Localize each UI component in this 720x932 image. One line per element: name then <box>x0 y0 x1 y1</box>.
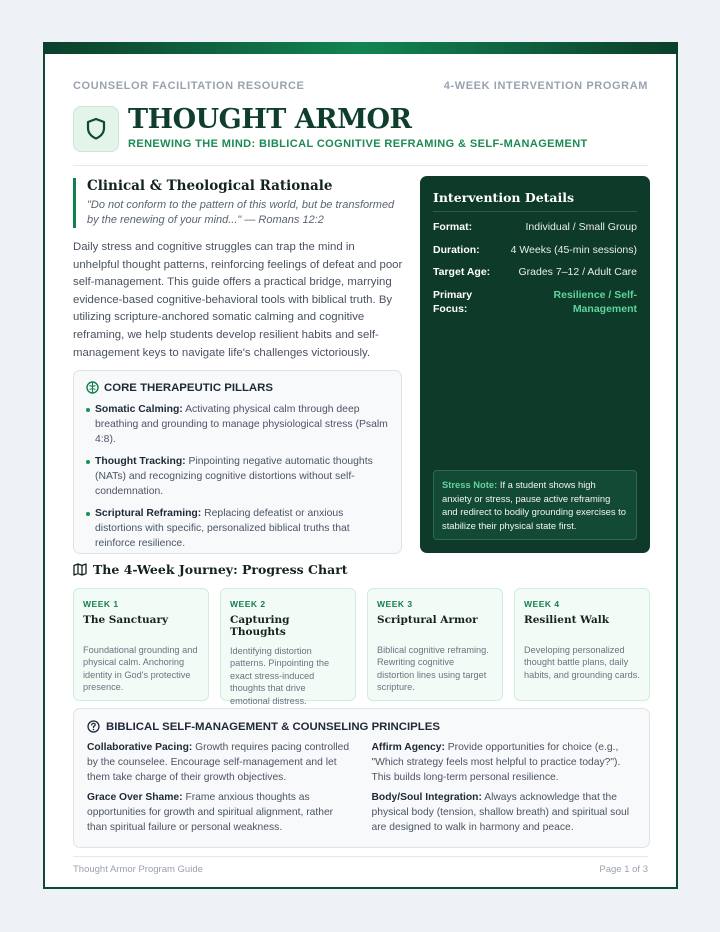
week-title: Scriptural Armor <box>377 614 478 626</box>
page-title: THOUGHT ARMOR <box>128 104 412 135</box>
pillars-card <box>73 370 402 554</box>
logo <box>73 106 119 152</box>
brain-icon <box>86 381 99 394</box>
pillar-text: Activating physical calm through deep breathing and grounding to manage physiological stress (Psalm 4:8). <box>95 404 388 445</box>
detail-row-age <box>433 265 637 279</box>
pillar-item <box>86 506 389 551</box>
pillars-header <box>86 381 389 394</box>
program-label: 4-WEEK INTERVENTION PROGRAM <box>443 80 648 92</box>
page-subtitle: RENEWING THE MIND: BIBLICAL COGNITIVE REFRAMING & SELF-MANAGEMENT <box>128 138 588 150</box>
journey-heading: The 4-Week Journey: Progress Chart <box>93 562 348 577</box>
week-card-3 <box>367 588 503 701</box>
journey-header <box>73 562 348 577</box>
principle-text: Provide opportunities for choice (e.g., "Which strategy feels most helpful to practice today?"). This builds long-term personal resilience. <box>371 742 621 783</box>
stress-label: Stress Note: <box>442 479 498 491</box>
detail-row-format <box>433 220 637 234</box>
document-page <box>43 42 678 889</box>
divider <box>73 165 648 166</box>
week-desc: Developing personalized thought battle plans, daily habits, and grounding cards. <box>524 645 640 680</box>
stress-note <box>433 470 637 540</box>
principle-term: Collaborative Pacing: <box>87 742 193 753</box>
detail-key: Primary Focus: <box>433 288 473 315</box>
pillar-text: Pinpointing negative automatic thoughts (NATs) and recognizing cognitive distortions without self-condemnation. <box>95 456 373 497</box>
week-title: The Sanctuary <box>83 614 169 626</box>
detail-key: Duration: <box>433 243 480 256</box>
principle-item <box>87 791 352 835</box>
pillar-term: Somatic Calming: <box>95 404 183 415</box>
week-cards <box>73 588 650 706</box>
footer-title: Thought Armor Program Guide <box>73 864 203 875</box>
header-meta <box>73 80 648 92</box>
principles-heading: BIBLICAL SELF-MANAGEMENT & COUNSELING PRINCIPLES <box>106 720 440 733</box>
pillar-term: Scriptural Reframing: <box>95 508 202 519</box>
intervention-details-card <box>420 176 650 553</box>
pillar-item <box>86 454 389 499</box>
principle-term: Grace Over Shame: <box>87 792 183 804</box>
principles-card <box>73 708 650 848</box>
principle-term: Affirm Agency: <box>371 742 445 753</box>
week-label: WEEK 3 <box>377 599 413 609</box>
scripture-quote: "Do not conform to the pattern of this world, but be transformed by the renewing of your mind..." — Romans 12:2 <box>87 199 395 226</box>
detail-value: 4 Weeks (45-min sessions) <box>510 243 637 256</box>
principle-text: Frame anxious thoughts as opportunities for growth and spiritual alignment, rather than spiritual failure or personal weakness. <box>87 792 334 833</box>
principle-term: Body/Soul Integration: <box>371 792 482 804</box>
rationale-header <box>73 178 397 228</box>
rationale-body: Daily stress and cognitive struggles can trap the mind in unhelpful thought patterns, reinforcing feelings of defeat and poor self-management. This guide offers a practical bridge, marrying evidence-based cognitive-behavioral tools with biblical truth. By utilizing scripture-anchored somatic calming and cognitive reframing, we help students develop resilient habits and self-management keys to navigate life's challenges victoriously. <box>73 241 403 359</box>
detail-key: Format: <box>433 221 473 233</box>
week-title: Resilient Walk <box>524 614 610 626</box>
week-desc: Biblical cognitive reframing. Rewriting cognitive distortion lines using target scripture. <box>377 645 489 693</box>
week-card-2 <box>220 588 356 706</box>
pillar-text: Replacing defeatist or anxious distortions with specific, personalized biblical truths that reinforce resilience. <box>95 508 350 549</box>
principles-grid <box>87 741 636 836</box>
principle-item <box>372 741 637 785</box>
page-footer <box>73 856 648 875</box>
detail-value: Grades 7–12 / Adult Care <box>518 266 637 278</box>
pillars-heading: CORE THERAPEUTIC PILLARS <box>104 381 273 394</box>
map-icon <box>73 563 87 576</box>
detail-row-duration <box>433 243 637 257</box>
principle-text: Growth requires pacing controlled by the counselee. Encourage self-management and let them take charge of their growth objectives. <box>87 742 350 783</box>
week-card-1 <box>73 588 209 701</box>
pillar-term: Thought Tracking: <box>95 456 186 467</box>
week-title: Capturing Thoughts <box>230 614 290 638</box>
principle-item <box>87 741 352 785</box>
principle-item <box>372 791 637 835</box>
detail-value: Resilience / Self-Management <box>553 288 637 315</box>
resource-label: COUNSELOR FACILITATION RESOURCE <box>73 80 305 92</box>
rationale-heading: Clinical & Theological Rationale <box>87 178 333 194</box>
week-label: WEEK 2 <box>230 599 266 609</box>
detail-key: Target Age: <box>433 266 491 278</box>
pillar-item <box>86 402 389 447</box>
principle-text: Always acknowledge that the physical body (tension, shallow breath) and spiritual soul are designed to walk in harmony and peace. <box>371 792 630 833</box>
detail-value: Individual / Small Group <box>525 221 637 233</box>
detail-row-focus <box>433 288 637 316</box>
week-card-4 <box>514 588 650 701</box>
week-label: WEEK 4 <box>524 599 560 609</box>
week-label: WEEK 1 <box>83 599 119 609</box>
details-heading: Intervention Details <box>433 190 637 212</box>
principles-header <box>87 720 636 733</box>
week-desc: Identifying distortion patterns. Pinpointing the exact stress-induced thoughts that drive emotional distress. <box>230 646 330 706</box>
week-desc: Foundational grounding and physical calm. Anchoring identity in God's protective presence. <box>83 645 198 693</box>
shield-icon <box>85 117 107 141</box>
top-accent-bar <box>43 42 678 54</box>
help-circle-icon <box>87 720 100 733</box>
stress-text: If a student shows high anxiety or stress, pause active reframing and redirect to bodily grounding exercises to stabilize their physical state first. <box>442 479 626 531</box>
page-number: Page 1 of 3 <box>599 864 648 875</box>
